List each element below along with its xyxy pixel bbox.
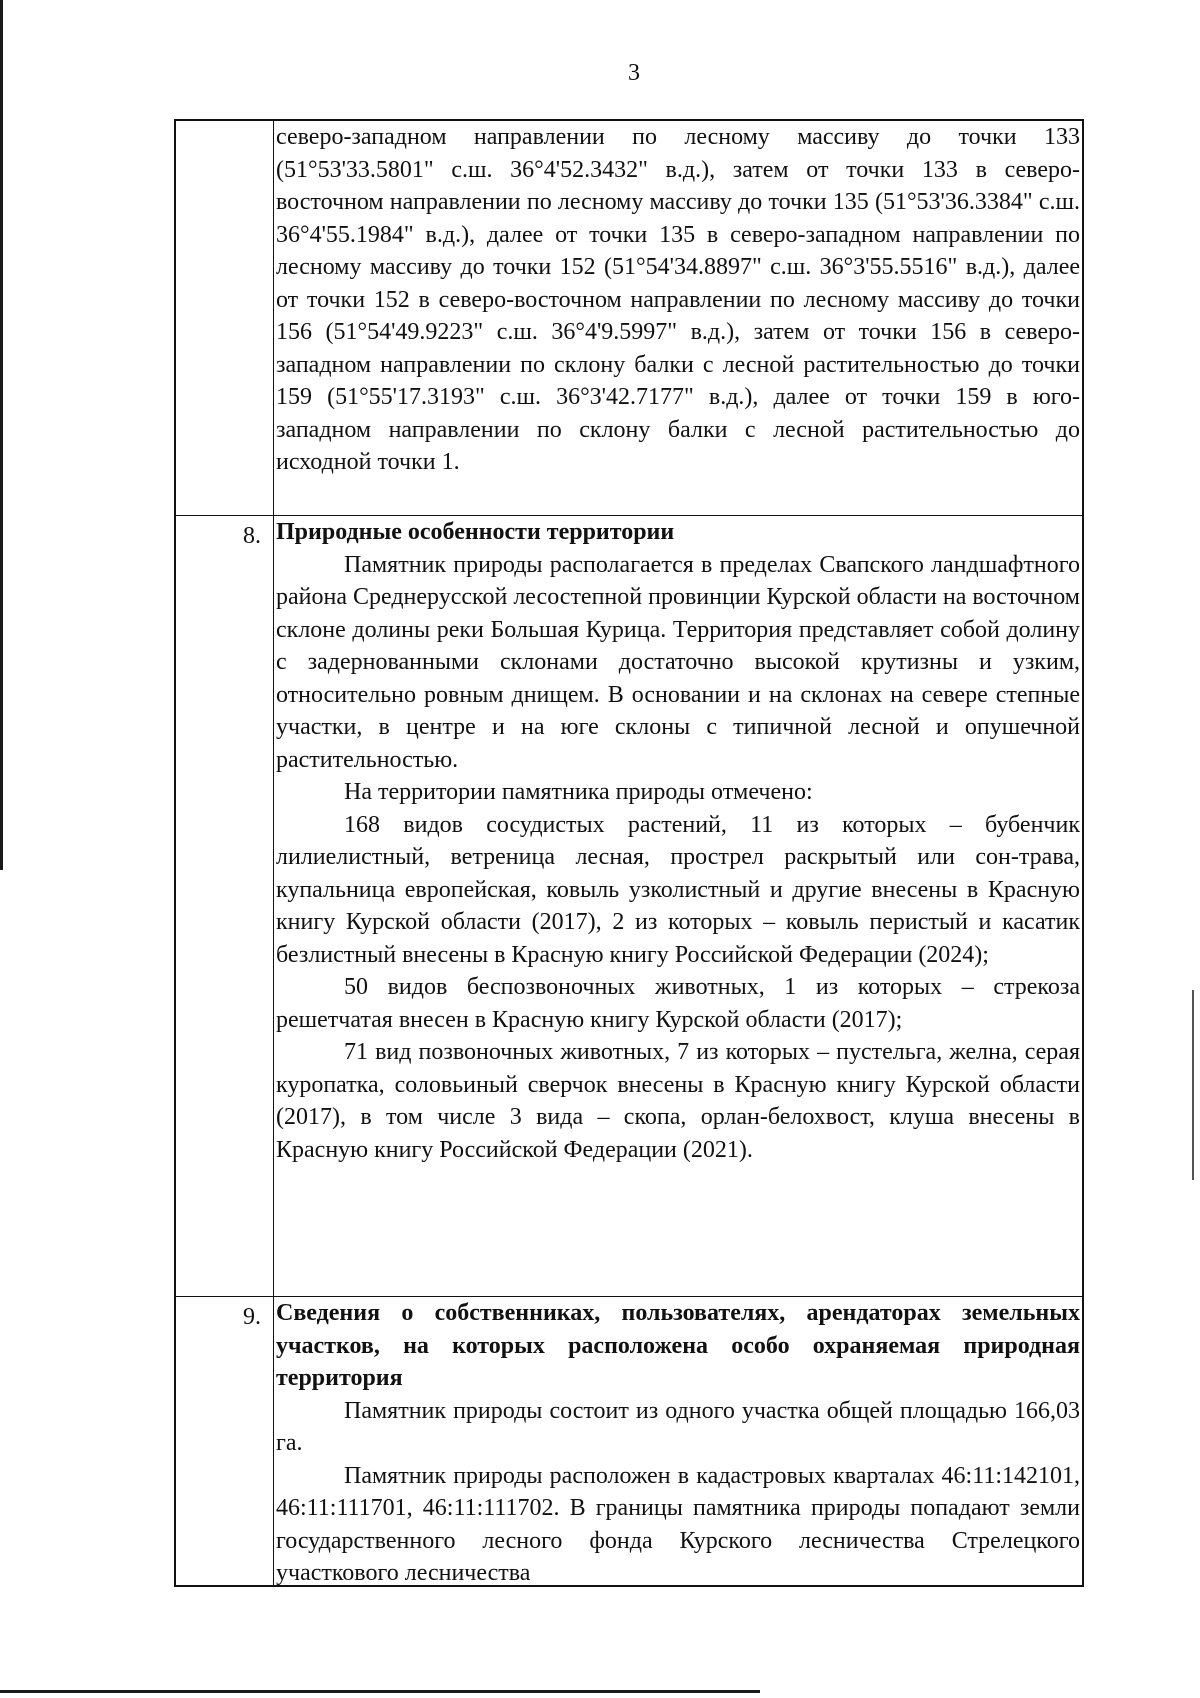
paragraph: Памятник природы располагается в пределах Свапского ландшафтного района Среднерусской лесостепной провинции Курской области на восточном склоне долины реки Большая Курица. Территория представляет собой долину с задернованными склонами достаточно высокой крутизны и узким, относительно ровным днищем. В основании и на склонах на севере степные участки, в центре и на юге склоны с типичной лесной и опушечной растительностью. <box>276 551 1080 773</box>
page-number: 3 <box>628 60 640 86</box>
scan-edge-left <box>0 0 3 870</box>
paragraph: На территории памятника природы отмечено: <box>344 779 813 805</box>
row-number-cell: 9. <box>176 1297 274 1585</box>
row-content-owners <box>274 1297 1082 1585</box>
scan-edge-bottom <box>0 1690 760 1693</box>
paragraph: Памятник природы состоит из одного участка общей площадью 166,03 га. <box>276 1397 1080 1456</box>
paragraph: 168 видов сосудистых растений, 11 из которых – бубенчик лилиелистный, ветреница лесная, прострел раскрытый или сон-трава, купальница европейская, ковыль узколистный и другие внесены в Красную книгу Курской области (2017), 2 из которых – ковыль перистый и касатик безлистный внесены в Красную книгу Российской Федерации (2024); <box>276 811 1080 968</box>
scan-edge-right <box>1192 990 1194 1180</box>
row-number-cell <box>176 121 274 516</box>
row-content-natural-features <box>274 516 1082 1297</box>
document-table <box>174 119 1084 1587</box>
row-number-cell: 8. <box>176 516 274 1297</box>
paragraph: Памятник природы расположен в кадастровых кварталах 46:11:142101, 46:11:111701, 46:11:111702. В границы памятника природы попадают земли государственного лесного фонда Курского лесничества Стрелецкого участкового лесничества <box>276 1462 1080 1585</box>
paragraph-boundary-description: северо-западном направлении по лесному массиву до точки 133 (51°53'33.5801" с.ш. 36°4'52.3432" в.д.), затем от точки 133 в северо-восточном направлении по лесному массиву до точки 135 (51°53'36.3384" с.ш. 36°4'55.1984" в.д.), далее от точки 135 в северо-западном направлении по лесному массиву до точки 152 (51°54'34.8897" с.ш. 36°3'55.5516" в.д.), далее от точки 152 в северо-восточном направлении по лесному массиву до точки 156 (51°54'49.9223" с.ш. 36°4'9.5997" в.д.), затем от точки 156 в северо-западном направлении по склону балки с лесной растительностью до точки 159 (51°55'17.3193" с.ш. 36°3'42.7177" в.д.), далее от точки 159 в юго-западном направлении по склону балки с лесной растительностью до исходной точки 1. <box>276 124 1080 475</box>
paragraph: 71 вид позвоночных животных, 7 из которых – пустельга, желна, серая куропатка, соловьиный сверчок внесены в Красную книгу Курской области (2017), в том числе 3 вида – скопа, орлан-белохвост, клуша внесены в Красную книгу Российской Федерации (2021). <box>276 1039 1080 1163</box>
row-content-continuation <box>274 121 1082 516</box>
section-heading: Сведения о собственниках, пользователях, арендаторах земельных участков, на которых расположена особо охраняемая природная территория <box>276 1300 1080 1391</box>
section-heading: Природные особенности территории <box>276 519 675 545</box>
paragraph: 50 видов беспозвоночных животных, 1 из которых – стрекоза решетчатая внесен в Красную книгу Курской области (2017); <box>276 974 1080 1033</box>
